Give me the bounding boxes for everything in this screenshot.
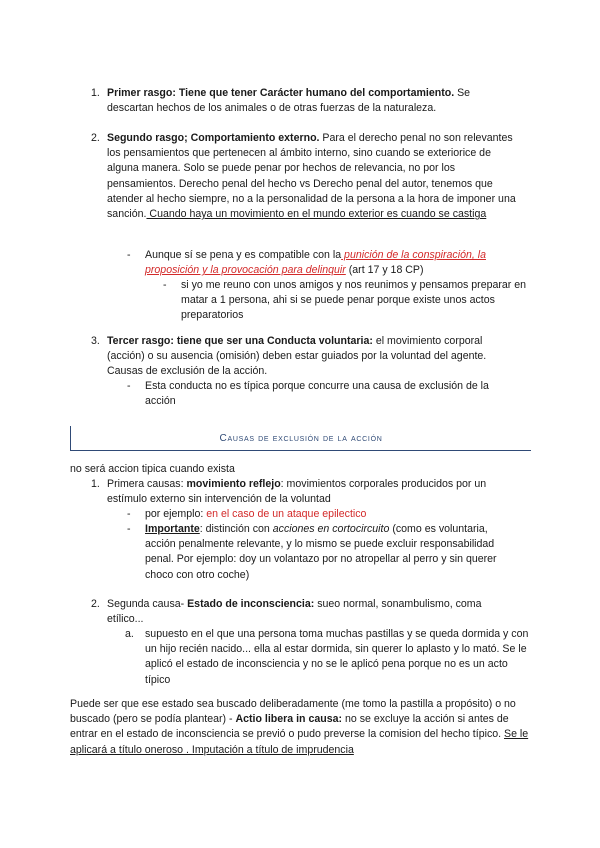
cause-1-bullet-2-dash: -	[127, 523, 131, 535]
item-2-sub-bullet	[163, 278, 533, 324]
item-1-title: Primer rasgo: Tiene que tener Carácter humano del comportamiento.	[107, 87, 455, 99]
cause-1-bullet-1-red: en el caso de un ataque epilectico	[206, 508, 367, 520]
cause-1-text: : movimientos corporales producidos por un estímulo externo sin intervención de la voluntad	[107, 478, 487, 506]
cause-1-bullet-1	[127, 507, 515, 522]
cause-2-number: 2.	[91, 598, 100, 610]
closing-bold: Actio libera in causa:	[235, 713, 343, 726]
cause-1-bullet-2	[127, 522, 509, 583]
section-heading	[70, 426, 531, 451]
cause-2-sub-letter: a.	[125, 628, 134, 640]
cause-2	[91, 597, 512, 627]
cause-1-bullet-2-text: (como es voluntaria, acción penalmente relevante, y lo mismo se puede excluir responsabilidad penal. Por ejemplo: doy un volantazo por no atropellar al perro y sin querer choco con otro coche)	[145, 523, 497, 581]
section-heading-text: Causas de exclusión de la acción	[219, 433, 383, 444]
item-3-title: Tercer rasgo: tiene que ser una Conducta voluntaria:	[107, 335, 373, 347]
cause-2-text: sueo normal, sonambulismo, coma etílico...	[107, 598, 482, 626]
cause-1-bold: movimiento reflejo	[186, 478, 281, 490]
cause-1-pre: Primera causas:	[107, 478, 187, 490]
item-1-number: 1.	[91, 87, 100, 99]
item-2-sub-text: si yo me reuno con unos amigos y nos reunimos y pensamos preparar en matar a 1 persona, ahi si se puede penar porque existe unos actos preparatorios	[181, 279, 527, 322]
item-2-bullet-post: (art 17 y 18 CP)	[345, 264, 424, 277]
item-2-bullet-link: punición de la conspiración, la proposición y la provocación para delinquir	[145, 249, 486, 277]
item-3	[91, 334, 519, 380]
item-3-bullet-text: Esta conducta no es típica porque concurre una causa de exclusión de la acción	[145, 380, 489, 408]
item-2-bullet-pre: Aunque sí se pena y es compatible con la	[145, 249, 342, 261]
closing-text: Puede ser que ese estado sea buscado deliberadamente (me tomo la pastilla a propósito) o no buscado (pero se podía plantear) -	[70, 698, 516, 726]
intro-text: no será accion tipica cuando exista	[70, 463, 235, 475]
item-3-text: el movimiento corporal (acción) o su ausencia (omisión) deben estar guiados por la voluntad del agente. Causas de exclusión de la acción.	[107, 335, 487, 378]
cause-1-bullet-1-pre: por ejemplo:	[145, 508, 207, 520]
item-2-text: Para el derecho penal no son relevantes los pensamientos que pertenecen al ámbito interno, sino cuando se exteriorice de alguna manera. Solo se puede penar por hechos de relevancia, no por los pensamientos. Derecho penal del hecho vs Derecho penal del autor, tenemos que atender al hecho siempre, no a la personalidad de la persona a la hora de imponer una sanción.	[107, 132, 516, 221]
item-2-number: 2.	[91, 132, 100, 144]
item-1	[91, 86, 507, 116]
cause-1-bullet-2-pre: : distinción con	[199, 523, 273, 535]
cause-2-sub-text: supuesto en el que una persona toma muchas pastillas y se queda dormida y con un hijo recién nacido... ella al estar dormida, sin querer lo aplasto y lo mató. Se le aplicó el estado de inconsciencia y no se le aplicó pena porque no es un acto típico	[145, 628, 529, 686]
cause-2-sub	[125, 627, 531, 688]
cause-1-number: 1.	[91, 478, 100, 490]
item-2-bullet	[127, 248, 510, 278]
cause-1-bullet-2-bold: Importante	[145, 523, 200, 535]
item-2-title: Segundo rasgo; Comportamiento externo.	[107, 132, 320, 144]
item-2-sub-dash: -	[163, 279, 167, 291]
cause-2-pre: Segunda causa-	[107, 598, 188, 610]
item-3-bullet-dash: -	[127, 380, 131, 392]
intro-line	[70, 462, 530, 477]
closing-underlined: Se le aplicará a título oneroso . Imputación a título de imprudencia	[70, 728, 529, 756]
item-2-underlined: Cuando haya un movimiento en el mundo exterior es cuando se castiga	[146, 208, 487, 221]
item-3-bullet	[127, 379, 515, 409]
cause-1	[91, 477, 517, 507]
cause-1-bullet-2-italic: acciones en cortocircuito	[272, 523, 390, 535]
item-3-number: 3.	[91, 335, 100, 347]
item-2-bullet-dash: -	[127, 249, 131, 261]
closing-paragraph	[70, 697, 532, 758]
item-1-text: Se descartan hechos de los animales o de otras fuerzas de la naturaleza.	[107, 87, 471, 115]
item-2	[91, 131, 519, 222]
cause-2-bold: Estado de inconsciencia:	[187, 598, 315, 610]
cause-1-bullet-1-dash: -	[127, 508, 131, 520]
closing-text-2: no se excluye la acción si antes de entrar en el estado de inconsciencia se previó o pudo preverse la comision del hecho típico.	[70, 713, 509, 741]
